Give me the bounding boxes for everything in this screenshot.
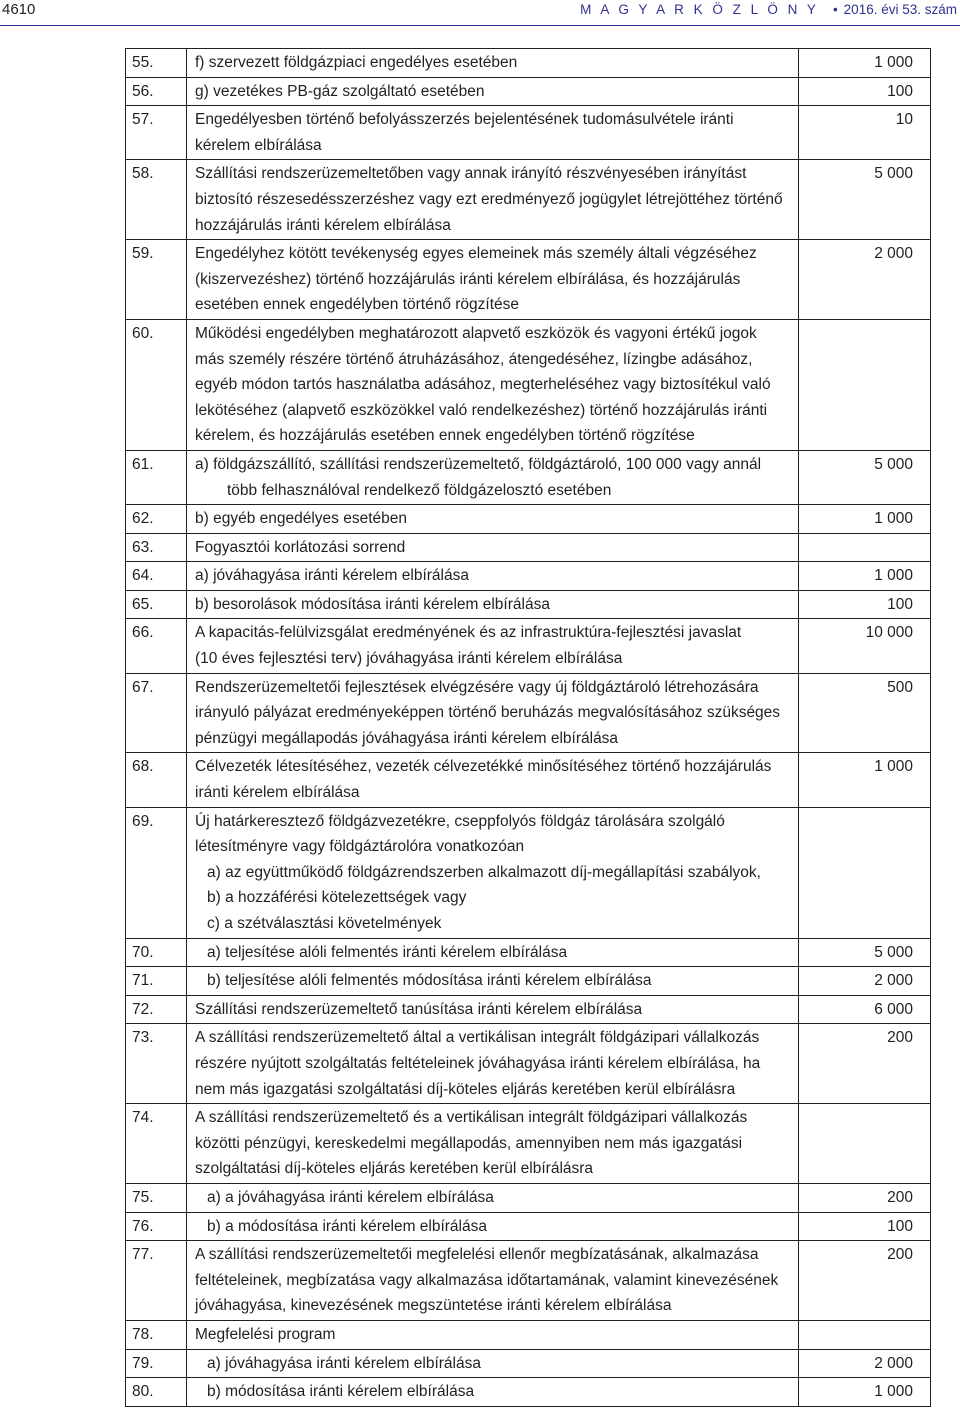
table-row [126,240,931,320]
description-line: a) földgázszállító, szállítási rendszerüzemeltető, földgáztároló, 100 000 vagy annál [195,455,762,473]
row-number: 74. [126,1104,187,1184]
row-description [187,938,799,967]
row-number: 70. [126,938,187,967]
table-row [126,619,931,673]
separator-bullet: • [832,2,838,17]
row-description [187,753,799,807]
fee-table-body [126,49,931,1407]
row-fee: 5 000 [799,938,931,967]
row-description [187,49,799,78]
row-fee: 200 [799,1024,931,1104]
row-number: 75. [126,1183,187,1212]
row-description [187,619,799,673]
row-description [187,240,799,320]
row-fee: 200 [799,1241,931,1321]
page-header [0,0,960,24]
row-fee: 500 [799,673,931,753]
row-description [187,106,799,160]
row-description [187,590,799,619]
description-line: jóváhagyása, kinevezésének megszüntetése iránti kérelem elbírálása [195,1297,672,1315]
description-line: a) a jóváhagyása iránti kérelem elbírálása [207,1188,494,1206]
description-line: lekötéséhez (alapvető eszközökkel való rendelkezéshez) történő hozzájárulás iránti [195,401,768,419]
row-description [187,1320,799,1349]
row-description [187,505,799,534]
description-line: a) teljesítése alóli felmentés iránti kérelem elbírálása [207,943,568,961]
table-row [126,160,931,240]
journal-title: M A G Y A R K Ö Z L Ö N Y [580,2,819,17]
row-number: 78. [126,1320,187,1349]
header-divider [0,25,960,26]
row-fee: 1 000 [799,49,931,78]
issue-label: 2016. évi 53. szám [843,2,957,17]
row-description [187,1183,799,1212]
row-description [187,673,799,753]
row-fee: 1 000 [799,562,931,591]
description-line: egyéb módon tartós használatba adásához, megterheléséhez vagy biztosítékul való [195,376,771,394]
page-number: 4610 [2,1,36,18]
table-row [126,807,931,938]
description-line: Engedélyesben történő befolyásszerzés bejelentésének tudomásulvétele iránti [195,111,734,129]
row-fee: 1 000 [799,753,931,807]
row-number: 73. [126,1024,187,1104]
row-fee: 2 000 [799,240,931,320]
description-line: több felhasználóval rendelkező földgázelosztó esetében [227,481,612,499]
description-line: feltételeinek, megbízatása vagy alkalmazása időtartamának, valamint kinevezésének [195,1271,779,1289]
description-line: nem más igazgatási szolgáltatási díj-köteles eljárás keretében kerül elbírálásra [195,1080,736,1098]
description-line: közötti pénzügyi, kereskedelmi megállapodás, amennyiben nem más igazgatási [195,1134,743,1152]
table-row [126,590,931,619]
row-fee [799,1104,931,1184]
table-row [126,1378,931,1407]
row-fee [799,1320,931,1349]
table-row [126,77,931,106]
fee-table [125,48,931,1407]
table-row [126,106,931,160]
description-line: Szállítási rendszerüzemeltető tanúsítása iránti kérelem elbírálása [195,1000,643,1018]
description-line: szolgáltatási díj-köteles eljárás keretében kerül elbírálásra [195,1160,594,1178]
sub-item-line: a) az együttműködő földgázrendszerben alkalmazott díj-megállapítási szabályok, [207,863,761,881]
row-number: 65. [126,590,187,619]
row-description [187,1024,799,1104]
row-number: 67. [126,673,187,753]
table-row [126,1183,931,1212]
row-fee: 200 [799,1183,931,1212]
description-line: kérelem elbírálása [195,136,322,154]
description-line: hozzájárulás iránti kérelem elbírálása [195,216,451,234]
table-row [126,938,931,967]
row-number: 64. [126,562,187,591]
row-number: 57. [126,106,187,160]
row-number: 69. [126,807,187,938]
row-fee [799,533,931,562]
row-description [187,967,799,996]
row-number: 76. [126,1212,187,1241]
description-line: b) módosítása iránti kérelem elbírálása [207,1383,475,1401]
row-description [187,77,799,106]
row-number: 60. [126,319,187,450]
table-row [126,533,931,562]
description-line: Fogyasztói korlátozási sorrend [195,538,406,556]
table-row [126,450,931,504]
description-line: Új határkeresztező földgázvezetékre, cseppfolyós földgáz tárolására szolgáló [195,812,725,830]
description-line: Megfelelési program [195,1325,336,1343]
row-description [187,1212,799,1241]
row-fee: 10 000 [799,619,931,673]
description-line: iránti kérelem elbírálása [195,784,360,802]
table-row [126,1024,931,1104]
row-number: 72. [126,995,187,1024]
table-row [126,1320,931,1349]
row-number: 79. [126,1349,187,1378]
row-number: 55. [126,49,187,78]
description-line: kérelem, és hozzájárulás esetében ennek engedélyben történő rögzítése [195,427,695,445]
description-line: (kiszervezéshez) történő hozzájárulás iránti kérelem elbírálása, és hozzájárulás [195,270,741,288]
journal-info [580,2,957,17]
description-line: f) szervezett földgázpiaci engedélyes esetében [195,54,518,71]
description-line: létesítményre vagy földgáztárolóra vonatkozóan [195,838,525,856]
table-row [126,505,931,534]
description-line: A szállítási rendszerüzemeltető által a vertikálisan integrált földgázipari vállalkozás [195,1029,760,1047]
sub-item-line: c) a szétválasztási követelmények [207,915,442,932]
row-description [187,562,799,591]
row-description [187,1104,799,1184]
description-line: b) besorolások módosítása iránti kérelem elbírálása [195,595,550,613]
description-line: Célvezeték létesítéséhez, vezeték célvezetékké minősítéséhez történő hozzájárulás [195,758,772,776]
description-line: A szállítási rendszerüzemeltetői megfelelési ellenőr megbízatásának, alkalmazása [195,1246,759,1264]
row-fee: 100 [799,1212,931,1241]
row-fee: 6 000 [799,995,931,1024]
row-description [187,1349,799,1378]
description-line: Rendszerüzemeltetői fejlesztések elvégzésére vagy új földgáztároló létrehozására [195,678,759,696]
description-line: Engedélyhez kötött tevékenység egyes elemeinek más személy általi végzéséhez [195,245,757,263]
row-number: 63. [126,533,187,562]
table-row [126,1212,931,1241]
description-line: A szállítási rendszerüzemeltető és a vertikálisan integrált földgázipari vállalkozás [195,1109,748,1127]
row-fee: 100 [799,77,931,106]
description-line: esetében ennek engedélyben történő rögzítése [195,296,520,314]
description-line: irányuló pályázat eredményeképpen történő beruházás megvalósításához szükséges [195,704,781,722]
description-line: a) jóváhagyása iránti kérelem elbírálása [195,567,469,585]
table-row [126,319,931,450]
description-line: g) vezetékes PB-gáz szolgáltató esetében [195,82,485,100]
row-number: 66. [126,619,187,673]
row-fee [799,807,931,938]
description-line: biztosító részesedésszerzéshez vagy ezt eredményező jogügylet létrejöttéhez történő [195,190,783,208]
description-line: Működési engedélyben meghatározott alapvető eszközök és vagyoni értékű jogok [195,324,757,342]
row-number: 62. [126,505,187,534]
description-line: b) a módosítása iránti kérelem elbírálása [207,1217,487,1235]
row-fee: 5 000 [799,450,931,504]
row-number: 77. [126,1241,187,1321]
row-description [187,1378,799,1407]
table-row [126,995,931,1024]
table-row [126,673,931,753]
row-fee [799,319,931,450]
row-number: 56. [126,77,187,106]
description-line: pénzügyi megállapodás jóváhagyása iránti kérelem elbírálása [195,729,619,747]
row-number: 80. [126,1378,187,1407]
sub-item-line: b) a hozzáférési kötelezettségek vagy [207,889,467,907]
row-description [187,995,799,1024]
table-row [126,753,931,807]
table-row [126,1104,931,1184]
table-row [126,1349,931,1378]
row-description [187,807,799,938]
description-line: más személy részére történő átruházásához, átengedéséhez, lízingbe adásához, [195,350,753,368]
description-line: részére nyújtott szolgáltatás feltételeinek jóváhagyása iránti kérelem elbírálása, ha [195,1054,761,1072]
description-line: A kapacitás-felülvizsgálat eredményének és az infrastruktúra-fejlesztési javaslat [195,624,742,642]
row-number: 68. [126,753,187,807]
row-description [187,1241,799,1321]
row-description [187,160,799,240]
row-fee: 2 000 [799,967,931,996]
table-row [126,562,931,591]
table-row [126,967,931,996]
row-fee: 10 [799,106,931,160]
row-description [187,450,799,504]
row-fee: 5 000 [799,160,931,240]
description-line: b) egyéb engedélyes esetében [195,510,407,528]
row-fee: 1 000 [799,505,931,534]
description-line: (10 éves fejlesztési terv) jóváhagyása iránti kérelem elbírálása [195,650,623,668]
row-fee: 1 000 [799,1378,931,1407]
row-description [187,319,799,450]
row-number: 61. [126,450,187,504]
description-line: a) jóváhagyása iránti kérelem elbírálása [207,1354,481,1372]
description-line: b) teljesítése alóli felmentés módosítása iránti kérelem elbírálása [207,972,652,990]
table-row [126,49,931,78]
row-number: 71. [126,967,187,996]
row-number: 59. [126,240,187,320]
row-number: 58. [126,160,187,240]
description-line: Szállítási rendszerüzemeltetőben vagy annak irányító részvényesében irányítást [195,165,747,183]
row-description [187,533,799,562]
row-fee: 100 [799,590,931,619]
table-row [126,1241,931,1321]
row-fee: 2 000 [799,1349,931,1378]
